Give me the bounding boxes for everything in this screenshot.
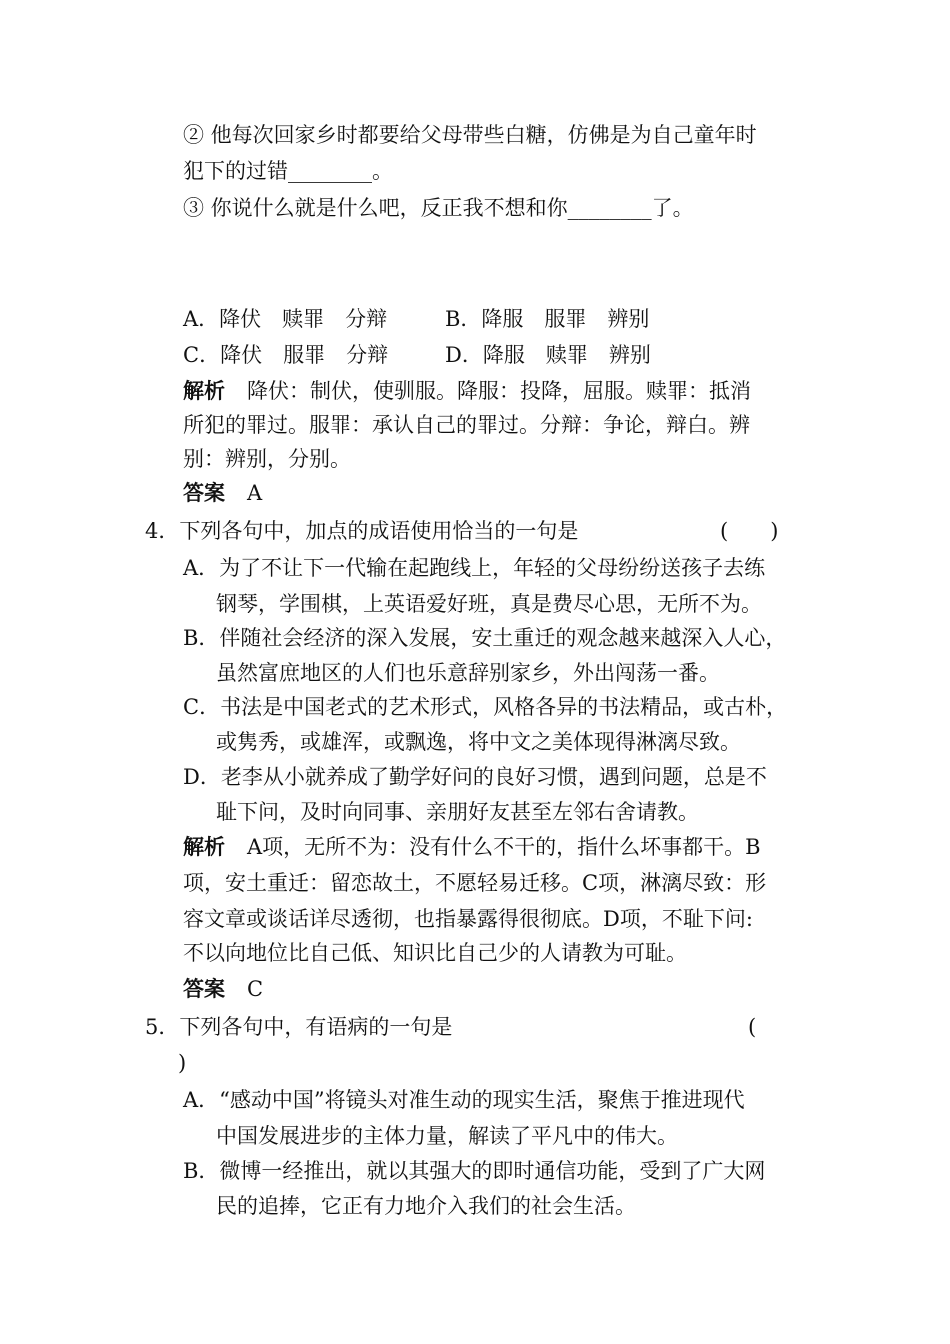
q4-stem-text: 下列各句中，加点的成语使用恰当的一句是: [179, 519, 579, 543]
q3-option-b: B．降服 服罪 辨别: [445, 307, 650, 331]
q3-item2-line2: 犯下的过错________。: [183, 159, 393, 183]
q3-answer-value: A: [247, 481, 263, 505]
q3-item2-line1: ② 他每次回家乡时都要给父母带些白糖，仿佛是为自己童年时: [183, 123, 757, 147]
q5-stem-text: 下列各句中，有语病的一句是: [179, 1015, 453, 1039]
q3-analysis-line3: 别：辨别，分别。: [183, 447, 351, 471]
q4-number: 4．: [145, 519, 180, 543]
q5-option-b-line1: B．微博一经推出，就以其强大的即时通信功能，受到了广大网: [183, 1159, 766, 1183]
q4-analysis-text1: A项，无所不为：没有什么不干的，指什么坏事都干。B: [247, 835, 761, 859]
q3-item3: ③ 你说什么就是什么吧，反正我不想和你________了。: [183, 196, 694, 220]
q3-option-d: D．降服 赎罪 辨别: [445, 343, 651, 367]
q4-option-d-line2: 耻下问，及时向同事、亲朋好友甚至左邻右舍请教。: [216, 800, 699, 824]
q4-analysis-line2: 项，安土重迁：留恋故土，不愿轻易迁移。C项，淋漓尽致：形: [183, 871, 767, 895]
q5-bracket-open: (: [748, 1015, 757, 1039]
q4-option-c-line1: C．书法是中国老式的艺术形式，风格各异的书法精品，或古朴，: [183, 695, 788, 719]
q5-option-a-line2: 中国发展进步的主体力量，解读了平凡中的伟大。: [216, 1124, 678, 1148]
q4-answer-value: C: [247, 977, 264, 1001]
q4-option-b-line1: B．伴随社会经济的深入发展，安土重迁的观念越来越深入人心，: [183, 626, 787, 650]
q3-analysis-line2: 所犯的罪过。服罪：承认自己的罪过。分辩：争论，辩白。辨: [183, 413, 750, 437]
q3-option-a: A．降伏 赎罪 分辩: [183, 307, 388, 331]
q4-stem: [145, 516, 578, 546]
q3-option-c: C．降伏 服罪 分辩: [183, 343, 389, 367]
q4-analysis-line4: 不以向地位比自己低、知识比自己少的人请教为可耻。: [183, 941, 687, 965]
q4-answer-bracket: ( ): [720, 519, 779, 543]
q4-analysis-line1: [183, 832, 761, 862]
q4-option-d-line1: D．老李从小就养成了勤学好问的良好习惯，遇到问题，总是不: [183, 765, 767, 789]
q4-answer-label: 答案: [183, 976, 225, 1001]
q4-option-c-line2: 或隽秀，或雄浑，或飘逸，将中文之美体现得淋漓尽致。: [216, 730, 741, 754]
q3-answer-label: 答案: [183, 480, 225, 505]
q5-bracket-close: ): [178, 1051, 187, 1075]
q4-option-a-line1: A．为了不让下一代输在起跑线上，年轻的父母纷纷送孩子去练: [183, 556, 766, 580]
q3-answer: [183, 478, 262, 508]
q5-option-a-line1: A．“感动中国”将镜头对准生动的现实生活，聚焦于推进现代: [183, 1088, 745, 1112]
q4-analysis-label: 解析: [183, 834, 225, 859]
q4-option-b-line2: 虽然富庶地区的人们也乐意辞别家乡，外出闯荡一番。: [216, 661, 720, 685]
q5-stem: [145, 1012, 452, 1042]
q5-number: 5．: [145, 1015, 180, 1039]
q3-analysis-line1: [183, 376, 751, 406]
q4-answer: [183, 974, 263, 1004]
q3-analysis-text1: 降伏：制伏，使驯服。降服：投降，屈服。赎罪：抵消: [247, 379, 751, 403]
q5-option-b-line2: 民的追捧，它正有力地介入我们的社会生活。: [216, 1194, 636, 1218]
q4-option-a-line2: 钢琴，学围棋，上英语爱好班，真是费尽心思，无所不为。: [216, 592, 762, 616]
q3-analysis-label: 解析: [183, 378, 225, 403]
q4-analysis-line3: 容文章或谈话详尽透彻，也指暴露得很彻底。D项，不耻下问:: [183, 907, 753, 931]
